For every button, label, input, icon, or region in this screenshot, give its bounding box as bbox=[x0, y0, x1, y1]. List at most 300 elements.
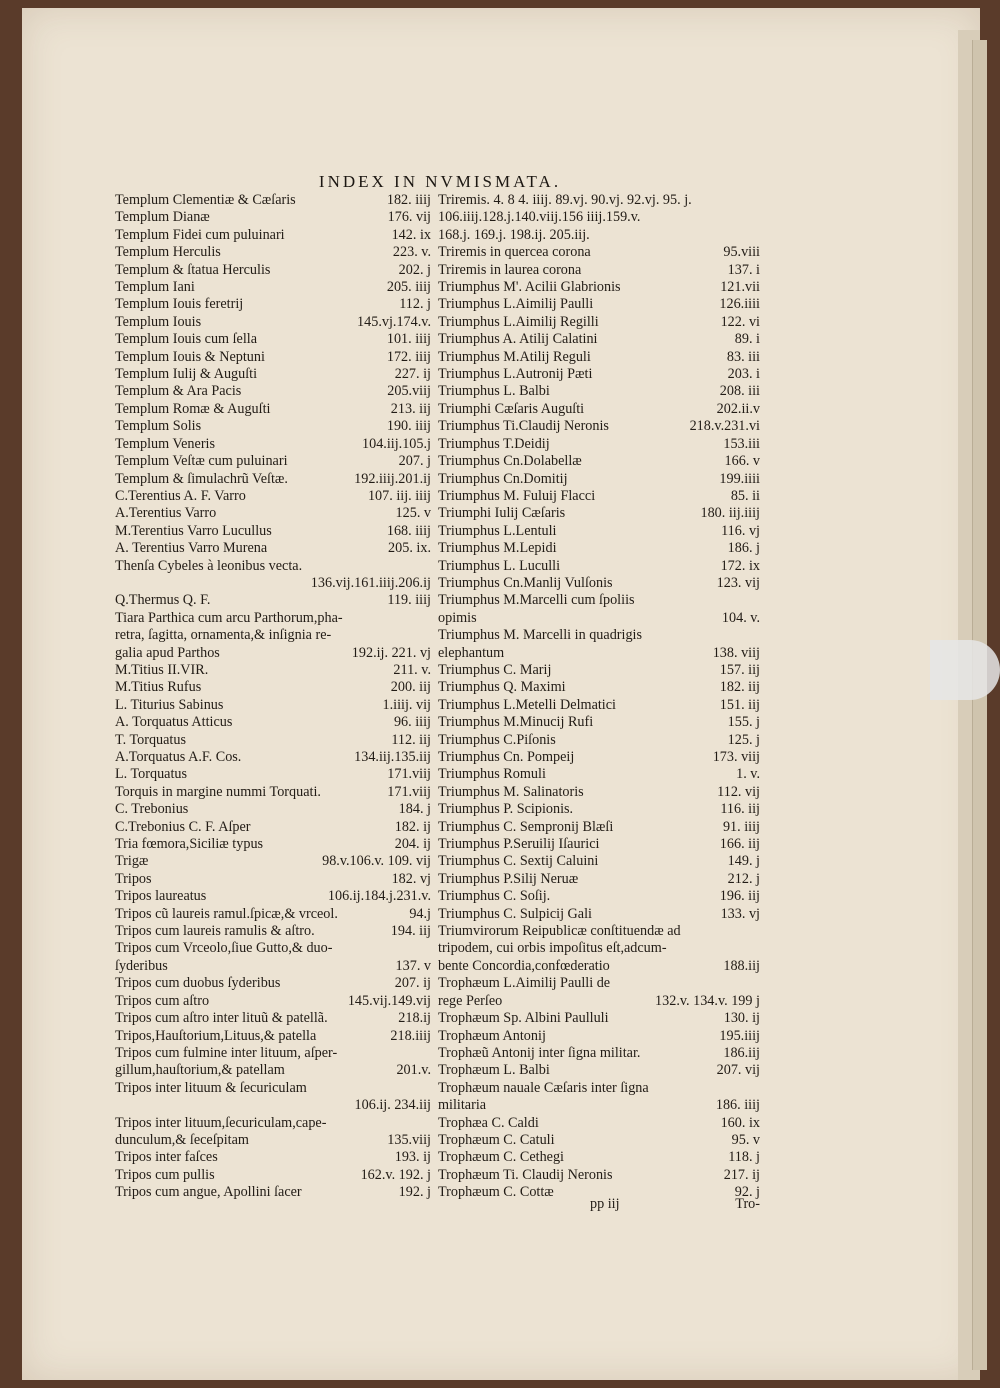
index-entry bbox=[115, 819, 431, 836]
entry-term: Triumphus M.Marcelli cum ſpoliis bbox=[438, 592, 635, 609]
entry-reference: 85. ii bbox=[730, 487, 760, 504]
entry-reference: 172. ix bbox=[720, 557, 760, 574]
entry-reference: 162.v. 192. j bbox=[360, 1166, 431, 1183]
entry-reference: 92. j bbox=[734, 1184, 760, 1201]
entry-term: Templum & Ara Pacis bbox=[115, 383, 242, 400]
entry-reference: 126.iiii bbox=[719, 296, 760, 313]
entry-term: elephantum bbox=[438, 644, 505, 661]
entry-reference: 207. vij bbox=[716, 1062, 760, 1079]
index-entry bbox=[438, 262, 760, 279]
right-column bbox=[438, 192, 760, 1202]
entry-reference: 207. ij bbox=[394, 975, 431, 992]
entry-term: Tripos,Hauſtorium,Lituus,& patella bbox=[115, 1027, 317, 1044]
entry-term: Triumphus L.Aimilij Paulli bbox=[438, 296, 594, 313]
entry-term: Templum Veneris bbox=[115, 435, 216, 452]
entry-term: Triumphus L.Aimilij Regilli bbox=[438, 313, 599, 330]
index-entry bbox=[115, 192, 431, 209]
index-entry bbox=[438, 1149, 760, 1166]
index-entry bbox=[438, 453, 760, 470]
entry-reference: 160. ix bbox=[720, 1114, 760, 1131]
entry-term: Trophæum nauale Cæſaris inter ſigna bbox=[438, 1079, 649, 1096]
entry-reference: 186. iiij bbox=[715, 1097, 760, 1114]
entry-term: Trophæum C. Catuli bbox=[438, 1131, 555, 1148]
entry-term: Tripos cum fulmine inter lituum, aſper- bbox=[115, 1044, 338, 1061]
index-entry bbox=[115, 1149, 431, 1166]
entry-reference: 182. vj bbox=[391, 870, 431, 887]
index-entry bbox=[115, 279, 431, 296]
entry-term: retra, ſagitta, ornamenta,& inſignia re- bbox=[115, 627, 332, 644]
index-entry bbox=[438, 540, 760, 557]
entry-term: Trophæa C. Caldi bbox=[438, 1114, 539, 1131]
index-entry bbox=[115, 732, 431, 749]
index-entry bbox=[438, 871, 760, 888]
entry-term: Q.Thermus Q. F. bbox=[115, 592, 211, 609]
index-entry bbox=[115, 1167, 431, 1184]
entry-reference: 151. iij bbox=[719, 696, 760, 713]
entry-term: dunculum,& ſeceſpitam bbox=[115, 1131, 249, 1148]
page-clip bbox=[930, 640, 1000, 700]
index-entry bbox=[115, 627, 431, 644]
index-entry bbox=[115, 418, 431, 435]
index-entry bbox=[438, 1045, 760, 1062]
entry-term: A.Terentius Varro bbox=[115, 505, 217, 522]
index-entry bbox=[115, 888, 431, 905]
index-entry bbox=[438, 1062, 760, 1079]
entry-term: Triumphi Cæſaris Auguſti bbox=[438, 400, 585, 417]
entry-reference: 112. j bbox=[399, 296, 431, 313]
entry-reference: 89. i bbox=[734, 331, 760, 348]
entry-reference: 133. vj bbox=[720, 905, 760, 922]
index-entry bbox=[115, 436, 431, 453]
index-entry bbox=[438, 610, 760, 627]
entry-reference: 166. v bbox=[724, 453, 760, 470]
entry-term: Tripos inter lituum & ſecuriculam bbox=[115, 1079, 307, 1096]
index-entry bbox=[438, 645, 760, 662]
entry-reference: 217. ij bbox=[723, 1166, 760, 1183]
index-entry bbox=[115, 749, 431, 766]
entry-term: Templum & ſimulachrũ Veſtæ. bbox=[115, 470, 288, 487]
index-entry bbox=[438, 923, 760, 940]
index-entry bbox=[115, 1010, 431, 1027]
entry-term: Templum Clementiæ & Cæſaris bbox=[115, 192, 296, 208]
entry-term: Tripos cum aſtro inter lituũ & patellã. bbox=[115, 1010, 328, 1027]
entry-reference: 145.vij.149.vij bbox=[347, 992, 431, 1009]
entry-reference: 136.vij.161.iiij.206.ij bbox=[310, 574, 431, 591]
entry-term: Triumphus P.Silij Neruæ bbox=[438, 870, 579, 887]
entry-reference: 101. iiij bbox=[386, 331, 431, 348]
entry-term: L. Torquatus bbox=[115, 766, 188, 783]
entry-term: Triumphus M. Salinatoris bbox=[438, 783, 584, 800]
index-entry bbox=[115, 331, 431, 348]
index-entry bbox=[115, 1132, 431, 1149]
index-entry bbox=[115, 871, 431, 888]
entry-term: Tripos inter faſces bbox=[115, 1149, 218, 1166]
entry-reference: 116. iij bbox=[720, 801, 760, 818]
index-entry bbox=[438, 488, 760, 505]
entry-term: Tria fœmora,Siciliæ typus bbox=[115, 836, 264, 853]
index-entry bbox=[438, 575, 760, 592]
entry-reference: 180. iij.iiij bbox=[700, 505, 760, 522]
index-entry bbox=[115, 401, 431, 418]
entry-reference: 135.viij bbox=[387, 1131, 431, 1148]
entry-term: Templum Iulij & Auguſti bbox=[115, 366, 258, 383]
entry-term: 168.j. 169.j. 198.ij. 205.iij. bbox=[438, 226, 590, 243]
entry-reference: 212. j bbox=[727, 870, 760, 887]
index-entry bbox=[438, 401, 760, 418]
index-entry bbox=[115, 766, 431, 783]
index-entry bbox=[115, 853, 431, 870]
entry-term: M.Terentius Varro Lucullus bbox=[115, 522, 272, 539]
entry-term: Triumphus M'. Acilii Glabrionis bbox=[438, 279, 621, 296]
entry-reference: 202.ii.v bbox=[716, 400, 760, 417]
index-entry bbox=[115, 296, 431, 313]
index-entry bbox=[438, 244, 760, 261]
entry-term: M.Titius Rufus bbox=[115, 679, 202, 696]
entry-term: Tripos cum Vrceolo,ſiue Gutto,& duo- bbox=[115, 940, 333, 957]
index-entry bbox=[115, 993, 431, 1010]
index-entry bbox=[438, 523, 760, 540]
entry-reference: 205. ix. bbox=[388, 540, 431, 557]
entry-term: Triumphus Cn.Manlij Vulſonis bbox=[438, 574, 613, 591]
signature-mark: pp iij bbox=[590, 1196, 620, 1212]
index-entry bbox=[438, 314, 760, 331]
index-entry bbox=[115, 558, 431, 575]
index-entry bbox=[115, 523, 431, 540]
entry-term: Triumphus P. Scipionis. bbox=[438, 801, 574, 818]
entry-term: Triumphus Cn. Pompeij bbox=[438, 749, 575, 765]
index-entry bbox=[115, 383, 431, 400]
index-entry bbox=[438, 592, 760, 609]
entry-term: Templum Iani bbox=[115, 279, 195, 296]
entry-reference: 95.viii bbox=[723, 244, 760, 261]
entry-reference: 95. v bbox=[731, 1131, 760, 1148]
entry-term: Triumphus C. Sextij Caluini bbox=[438, 853, 599, 870]
entry-term: Triumphus Ti.Claudij Neronis bbox=[438, 418, 609, 435]
entry-reference: 182. iij bbox=[719, 679, 760, 696]
entry-term: Triumphus L.Autronij Pæti bbox=[438, 366, 593, 383]
entry-term: Triremis in quercea corona bbox=[438, 244, 591, 261]
entry-term: Triumphus Romuli bbox=[438, 766, 546, 783]
index-entry bbox=[115, 975, 431, 992]
index-entry bbox=[438, 418, 760, 435]
entry-term: ſyderibus bbox=[115, 957, 168, 974]
entry-term: C.Trebonius C. F. Aſper bbox=[115, 818, 251, 835]
entry-reference: 184. j bbox=[398, 801, 431, 818]
entry-reference: 223. v. bbox=[392, 244, 431, 261]
entry-term: Tripos cum duobus ſyderibus bbox=[115, 975, 281, 992]
index-entry bbox=[115, 923, 431, 940]
entry-term: bente Concordia,confœderatio bbox=[438, 957, 610, 974]
index-entry bbox=[438, 975, 760, 992]
entry-reference: 202. j bbox=[398, 261, 431, 278]
entry-reference: 172. iiij bbox=[386, 348, 431, 365]
index-entry bbox=[115, 906, 431, 923]
entry-reference: 123. vij bbox=[716, 574, 760, 591]
entry-reference: 200. iij bbox=[390, 679, 431, 696]
entry-term: Trophæum C. Cottæ bbox=[438, 1184, 554, 1201]
index-entry bbox=[438, 279, 760, 296]
index-entry bbox=[438, 888, 760, 905]
index-entry bbox=[438, 836, 760, 853]
entry-reference: 132.v. 134.v. 199 j bbox=[655, 992, 760, 1009]
entry-reference: 116. vj bbox=[721, 522, 760, 539]
index-entry bbox=[115, 244, 431, 261]
index-entry bbox=[115, 836, 431, 853]
entry-term: Triumvirorum Reipublicæ conſtituendæ ad bbox=[438, 923, 681, 940]
entry-term: Tripos cum laureis ramulis & aſtro. bbox=[115, 923, 315, 940]
entry-reference: 182. iiij bbox=[386, 192, 431, 208]
index-entry bbox=[115, 1184, 431, 1201]
entry-term: Trophæum C. Cethegi bbox=[438, 1149, 564, 1166]
entry-reference: 193. ij bbox=[394, 1149, 431, 1166]
entry-reference: 106.ij. 234.iij bbox=[354, 1097, 431, 1114]
entry-reference: 213. iij bbox=[390, 400, 431, 417]
entry-reference: 119. iiij bbox=[387, 592, 431, 609]
entry-term: Templum Solis bbox=[115, 418, 202, 435]
entry-term: Tripos cum aſtro bbox=[115, 992, 210, 1009]
entry-term: Triumphus M.Atilij Reguli bbox=[438, 348, 591, 365]
entry-reference: 205. iiij bbox=[386, 279, 431, 296]
entry-reference: 192.iiij.201.ij bbox=[354, 470, 431, 487]
entry-term: Trophæum L.Aimilij Paulli de bbox=[438, 975, 611, 992]
entry-term: Triumphus L. Balbi bbox=[438, 383, 550, 400]
entry-term: Trophæum L. Balbi bbox=[438, 1062, 550, 1079]
index-entry bbox=[115, 1028, 431, 1045]
index-entry bbox=[438, 906, 760, 923]
index-entry bbox=[115, 227, 431, 244]
index-entry bbox=[438, 1028, 760, 1045]
entry-reference: 204. ij bbox=[394, 836, 431, 853]
index-entry bbox=[115, 505, 431, 522]
entry-term: gillum,hauſtorium,& patellam bbox=[115, 1062, 285, 1079]
entry-reference: 94.j bbox=[409, 905, 431, 922]
index-entry bbox=[438, 1115, 760, 1132]
entry-term: Triumphus Cn.Dolabellæ bbox=[438, 453, 582, 470]
entry-reference: 1. v. bbox=[736, 766, 760, 783]
entry-term: Triumphus M.Lepidi bbox=[438, 540, 557, 557]
entry-term: Triremis in laurea corona bbox=[438, 261, 582, 278]
entry-term: Triumphus L.Lentuli bbox=[438, 522, 557, 539]
entry-reference: 203. i bbox=[727, 366, 760, 383]
index-entry bbox=[115, 662, 431, 679]
index-entry bbox=[438, 662, 760, 679]
entry-reference: 192.ij. 221. vj bbox=[351, 644, 431, 661]
index-entry bbox=[115, 697, 431, 714]
entry-term: Triumphus C. Sempronij Blæſi bbox=[438, 818, 614, 835]
entry-term: M.Titius II.VIR. bbox=[115, 661, 209, 678]
index-entry bbox=[438, 436, 760, 453]
index-entry bbox=[115, 471, 431, 488]
entry-reference: 155. j bbox=[727, 714, 760, 731]
entry-reference: 208. iii bbox=[719, 383, 760, 400]
entry-term: Tripos cũ laureis ramul.ſpicæ,& vrceol. bbox=[115, 905, 338, 922]
index-entry bbox=[438, 853, 760, 870]
entry-term: Triumphus A. Atilij Calatini bbox=[438, 331, 598, 348]
entry-reference: 153.iii bbox=[723, 435, 760, 452]
index-entry bbox=[115, 349, 431, 366]
index-entry bbox=[438, 679, 760, 696]
entry-reference: 112. iij bbox=[391, 731, 431, 748]
entry-reference: 194. iij bbox=[390, 923, 431, 940]
entry-reference: 121.vii bbox=[720, 279, 760, 296]
entry-term: rege Perſeo bbox=[438, 992, 503, 1009]
index-entry bbox=[438, 819, 760, 836]
index-entry bbox=[438, 1132, 760, 1149]
entry-reference: 130. ij bbox=[723, 1010, 760, 1027]
entry-term: Trophæum Antonij bbox=[438, 1027, 546, 1044]
entry-term: Templum Iouis feretrij bbox=[115, 296, 244, 313]
entry-reference: 125. j bbox=[727, 731, 760, 748]
index-entry bbox=[438, 749, 760, 766]
entry-reference: 171.viij bbox=[387, 783, 431, 800]
index-entry bbox=[115, 1115, 431, 1132]
entry-term: Triumphus T.Deidij bbox=[438, 435, 550, 452]
entry-term: Templum Herculis bbox=[115, 244, 221, 261]
index-entry bbox=[115, 540, 431, 557]
entry-term: Triumphus M. Fuluij Flacci bbox=[438, 487, 596, 504]
entry-reference: 186.iij bbox=[723, 1044, 760, 1061]
entry-reference: 218.v.231.vi bbox=[689, 418, 760, 435]
entry-reference: 168. iiij bbox=[386, 522, 431, 539]
entry-term: Templum & ſtatua Herculis bbox=[115, 261, 271, 278]
index-entry bbox=[115, 958, 431, 975]
entry-reference: 145.vj.174.v. bbox=[357, 313, 431, 330]
entry-term: A. Terentius Varro Murena bbox=[115, 540, 268, 557]
entry-reference: 104. v. bbox=[721, 609, 760, 626]
entry-reference: 199.iiii bbox=[719, 470, 760, 487]
entry-term: opimis bbox=[438, 609, 477, 626]
index-entry bbox=[438, 505, 760, 522]
index-entry bbox=[115, 575, 431, 592]
page-edge-stack bbox=[972, 40, 987, 1370]
entry-term: 106.iiij.128.j.140.viij.156 iiij.159.v. bbox=[438, 209, 641, 226]
entry-term: Templum Iouis cum ſella bbox=[115, 331, 258, 348]
entry-reference: 112. vij bbox=[717, 783, 760, 800]
index-entry bbox=[438, 1080, 760, 1097]
index-entry bbox=[115, 645, 431, 662]
index-entry bbox=[438, 296, 760, 313]
entry-term: Triumphus M. Marcelli in quadrigis bbox=[438, 627, 643, 644]
entry-term: Triumphus C. Sulpicij Gali bbox=[438, 905, 592, 922]
entry-term: Triremis. 4. 8 4. iiij. 89.vj. 90.vj. 92.vj. 95. j. bbox=[438, 192, 692, 208]
index-entry bbox=[438, 627, 760, 644]
entry-term: Tripos bbox=[115, 870, 152, 887]
entry-reference: 186. j bbox=[727, 540, 760, 557]
index-entry bbox=[115, 262, 431, 279]
entry-term: Templum Dianæ bbox=[115, 209, 210, 226]
entry-reference: 138. viij bbox=[712, 644, 760, 661]
entry-term: T. Torquatus bbox=[115, 731, 186, 748]
entry-term: C.Terentius A. F. Varro bbox=[115, 487, 246, 504]
entry-reference: 1.iiij. vij bbox=[382, 696, 431, 713]
entry-reference: 218.iiij bbox=[390, 1027, 431, 1044]
index-entry bbox=[115, 940, 431, 957]
entry-reference: 91. iiij bbox=[722, 818, 760, 835]
entry-reference: 106.ij.184.j.231.v. bbox=[327, 888, 431, 905]
entry-term: Triumphus C. Soſij. bbox=[438, 888, 551, 905]
entry-reference: 98.v.106.v. 109. vij bbox=[322, 853, 431, 870]
index-entry bbox=[438, 732, 760, 749]
entry-term: Templum Iouis bbox=[115, 313, 202, 330]
entry-reference: 176. vij bbox=[387, 209, 431, 226]
index-entry bbox=[438, 1097, 760, 1114]
entry-reference: 96. iiij bbox=[393, 714, 431, 731]
index-entry bbox=[438, 209, 760, 226]
entry-reference: 137. i bbox=[727, 261, 760, 278]
entry-reference: 107. iij. iiij bbox=[367, 487, 431, 504]
index-entry bbox=[115, 1097, 431, 1114]
entry-term: militaria bbox=[438, 1097, 487, 1114]
index-entry bbox=[115, 714, 431, 731]
entry-term: Triumphus P.Seruilij Iſaurici bbox=[438, 836, 600, 853]
entry-reference: 201.v. bbox=[396, 1062, 431, 1079]
entry-term: Templum Fidei cum puluinari bbox=[115, 226, 285, 243]
entry-reference: 125. v bbox=[395, 505, 431, 522]
entry-term: Triumphus Cn.Domitij bbox=[438, 470, 568, 487]
catchword: Tro- bbox=[735, 1196, 760, 1212]
entry-term: Tripos inter lituum,ſecuriculam,cape- bbox=[115, 1114, 327, 1131]
entry-term: Tripos cum angue, Apollini ſacer bbox=[115, 1184, 302, 1201]
index-entry bbox=[438, 331, 760, 348]
index-entry bbox=[115, 1045, 431, 1062]
entry-term: A. Torquatus Atticus bbox=[115, 714, 233, 731]
entry-reference: 192. j bbox=[398, 1184, 431, 1201]
index-entry bbox=[438, 784, 760, 801]
entry-reference: 166. iij bbox=[719, 836, 760, 853]
entry-reference: 134.iij.135.iij bbox=[354, 749, 431, 765]
index-entry bbox=[438, 558, 760, 575]
index-entry bbox=[438, 993, 760, 1010]
entry-reference: 137. v bbox=[395, 957, 431, 974]
entry-term: Templum Veſtæ cum puluinari bbox=[115, 453, 288, 470]
entry-term: Trigæ bbox=[115, 853, 149, 870]
index-entry bbox=[115, 1062, 431, 1079]
index-entry bbox=[438, 958, 760, 975]
entry-term: Triumphus L.Metelli Delmatici bbox=[438, 696, 616, 713]
entry-reference: 190. iiij bbox=[386, 418, 431, 435]
index-entry bbox=[438, 366, 760, 383]
entry-term: C. Trebonius bbox=[115, 801, 189, 818]
index-entry bbox=[115, 679, 431, 696]
index-entry bbox=[115, 784, 431, 801]
entry-reference: 205.viij bbox=[387, 383, 431, 400]
index-entry bbox=[115, 453, 431, 470]
entry-reference: 149. j bbox=[727, 853, 760, 870]
entry-term: Triumphus C. Marij bbox=[438, 661, 552, 678]
index-entry bbox=[438, 714, 760, 731]
entry-term: Triumphus Q. Maximi bbox=[438, 679, 566, 696]
entry-reference: 118. j bbox=[728, 1149, 760, 1166]
index-entry bbox=[438, 349, 760, 366]
index-entry bbox=[115, 314, 431, 331]
entry-term: Tiara Parthica cum arcu Parthorum,pha- bbox=[115, 609, 343, 626]
entry-reference: 207. j bbox=[398, 453, 431, 470]
index-entry bbox=[438, 766, 760, 783]
index-entry bbox=[438, 697, 760, 714]
index-entry bbox=[438, 1167, 760, 1184]
entry-reference: 211. v. bbox=[393, 661, 431, 678]
index-entry bbox=[115, 488, 431, 505]
entry-reference: 227. ij bbox=[394, 366, 431, 383]
entry-term: Templum Romæ & Auguſti bbox=[115, 400, 271, 417]
entry-term: Tripos cum pullis bbox=[115, 1166, 215, 1183]
left-column bbox=[115, 192, 431, 1202]
entry-term: Trophæum Ti. Claudij Neronis bbox=[438, 1166, 613, 1183]
index-entry bbox=[438, 192, 760, 209]
entry-term: Trophæũ Antonij inter ſigna militar. bbox=[438, 1044, 641, 1061]
index-entry bbox=[115, 610, 431, 627]
entry-term: Tripos laureatus bbox=[115, 888, 207, 905]
